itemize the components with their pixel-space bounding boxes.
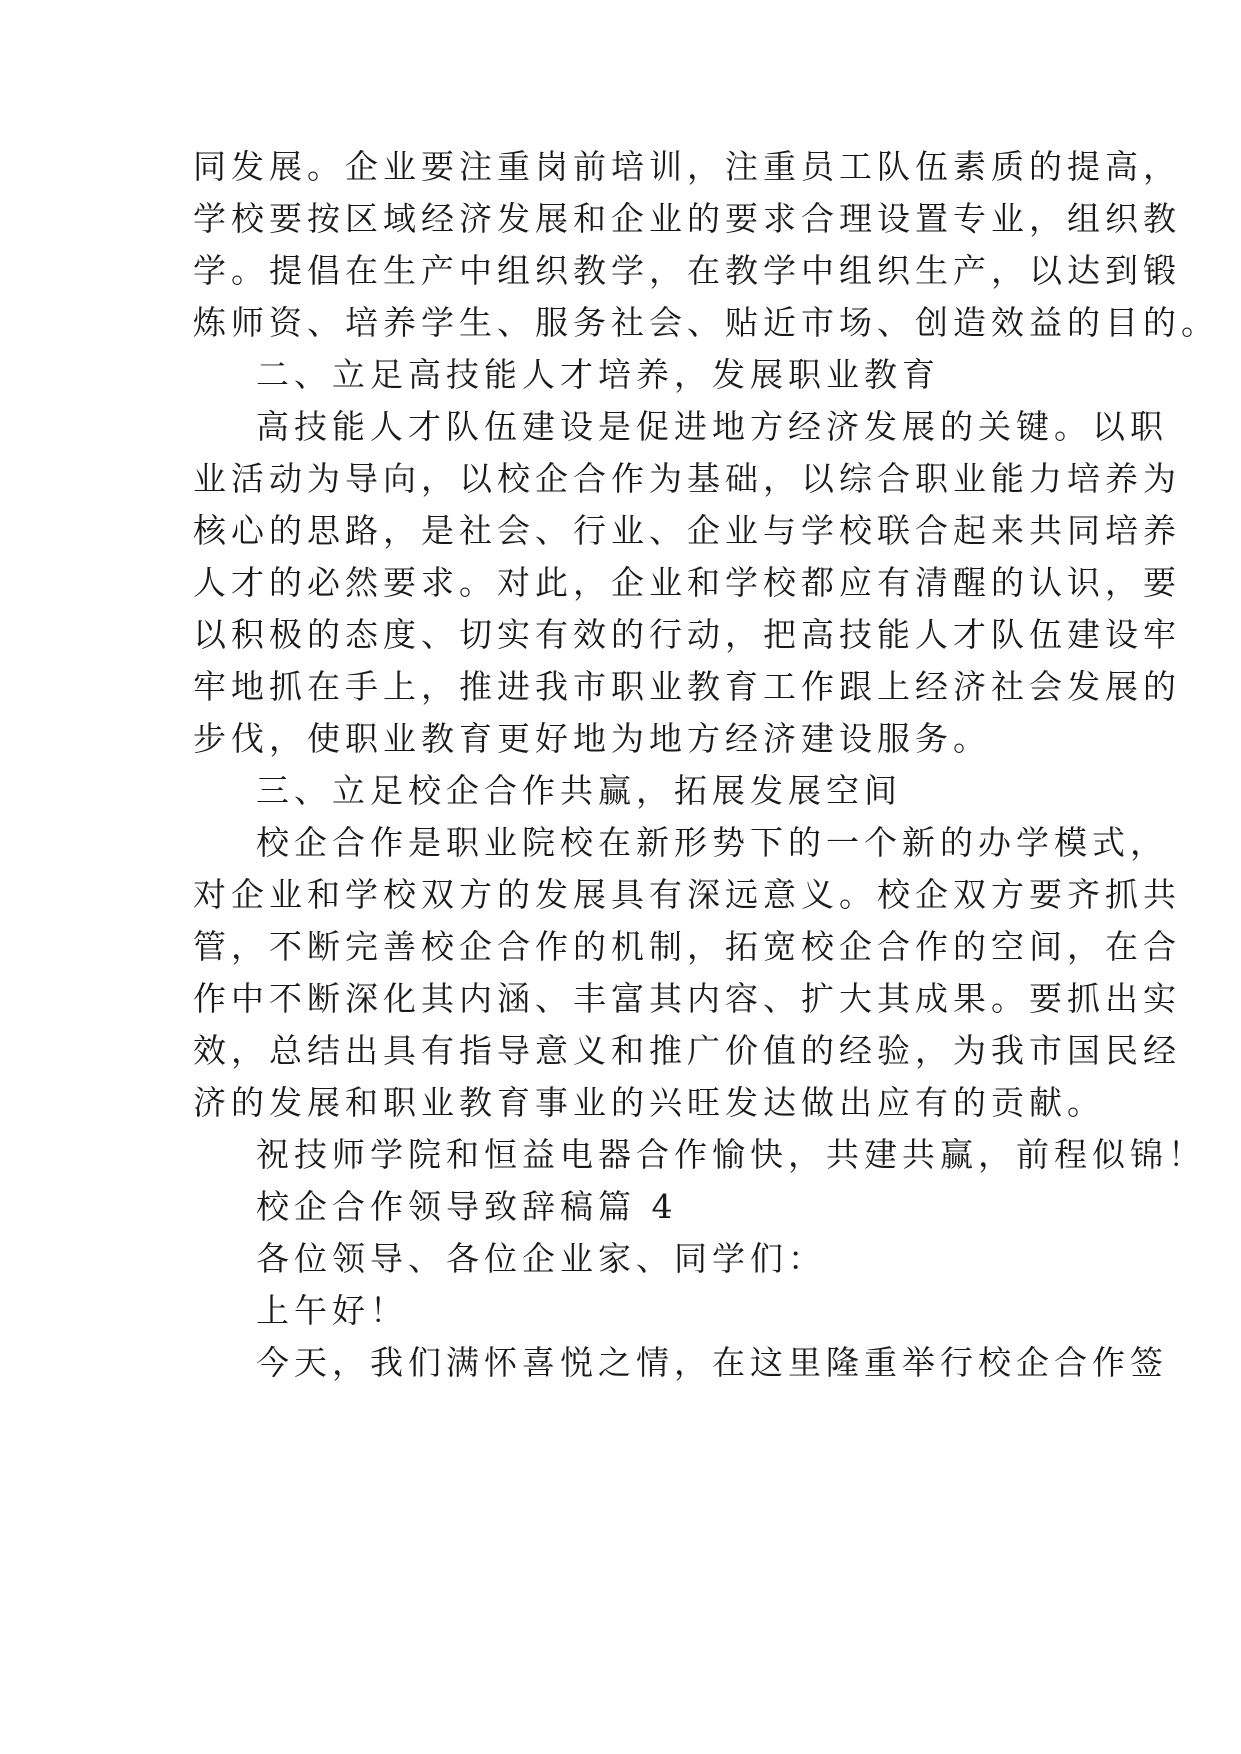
text-line-2: 学校要按区域经济发展和企业的要求合理设置专业，组织教 xyxy=(193,199,1181,238)
text-line-24: 今天，我们满怀喜悦之情，在这里隆重举行校企合作签 xyxy=(256,1343,1168,1382)
text-line-18: 效，总结出具有指导意义和推广价值的经验，为我市国民经 xyxy=(193,1031,1181,1070)
text-line-11: 牢地抓在手上，推进我市职业教育工作跟上经济社会发展的 xyxy=(193,667,1181,706)
greeting: 上午好！ xyxy=(256,1291,408,1330)
text-line-15: 对企业和学校双方的发展具有深远意义。校企双方要齐抓共 xyxy=(193,875,1181,914)
text-line-20: 祝技师学院和恒益电器合作愉快，共建共赢，前程似锦！ xyxy=(256,1135,1206,1174)
text-line-3: 学。提倡在生产中组织教学，在教学中组织生产，以达到锻 xyxy=(193,251,1181,290)
text-line-12: 步伐，使职业教育更好地为地方经济建设服务。 xyxy=(193,719,991,758)
text-line-17: 作中不断深化其内涵、丰富其内容、扩大其成果。要抓出实 xyxy=(193,979,1181,1018)
text-line-1: 同发展。企业要注重岗前培训，注重员工队伍素质的提高， xyxy=(193,147,1181,186)
text-line-7: 业活动为导向，以校企合作为基础，以综合职业能力培养为 xyxy=(193,459,1181,498)
text-line-14: 校企合作是职业院校在新形势下的一个新的办学模式， xyxy=(256,823,1168,862)
text-line-6: 高技能人才队伍建设是促进地方经济发展的关键。以职 xyxy=(256,407,1168,446)
text-line-9: 人才的必然要求。对此，企业和学校都应有清醒的认识，要 xyxy=(193,563,1181,602)
text-line-8: 核心的思路，是社会、行业、企业与学校联合起来共同培养 xyxy=(193,511,1181,550)
text-line-16: 管，不断完善校企合作的机制，拓宽校企合作的空间，在合 xyxy=(193,927,1181,966)
section-heading-3: 三、立足校企合作共赢，拓展发展空间 xyxy=(256,771,902,810)
text-line-10: 以积极的态度、切实有效的行动，把高技能人才队伍建设牢 xyxy=(193,615,1181,654)
text-line-4: 炼师资、培养学生、服务社会、贴近市场、创造效益的目的。 xyxy=(193,303,1219,342)
salutation: 各位领导、各位企业家、同学们： xyxy=(256,1239,826,1278)
text-line-19: 济的发展和职业教育事业的兴旺发达做出应有的贡献。 xyxy=(193,1083,1105,1122)
section-heading-2: 二、立足高技能人才培养，发展职业教育 xyxy=(256,355,940,394)
article-title: 校企合作领导致辞稿篇 4 xyxy=(256,1187,678,1226)
